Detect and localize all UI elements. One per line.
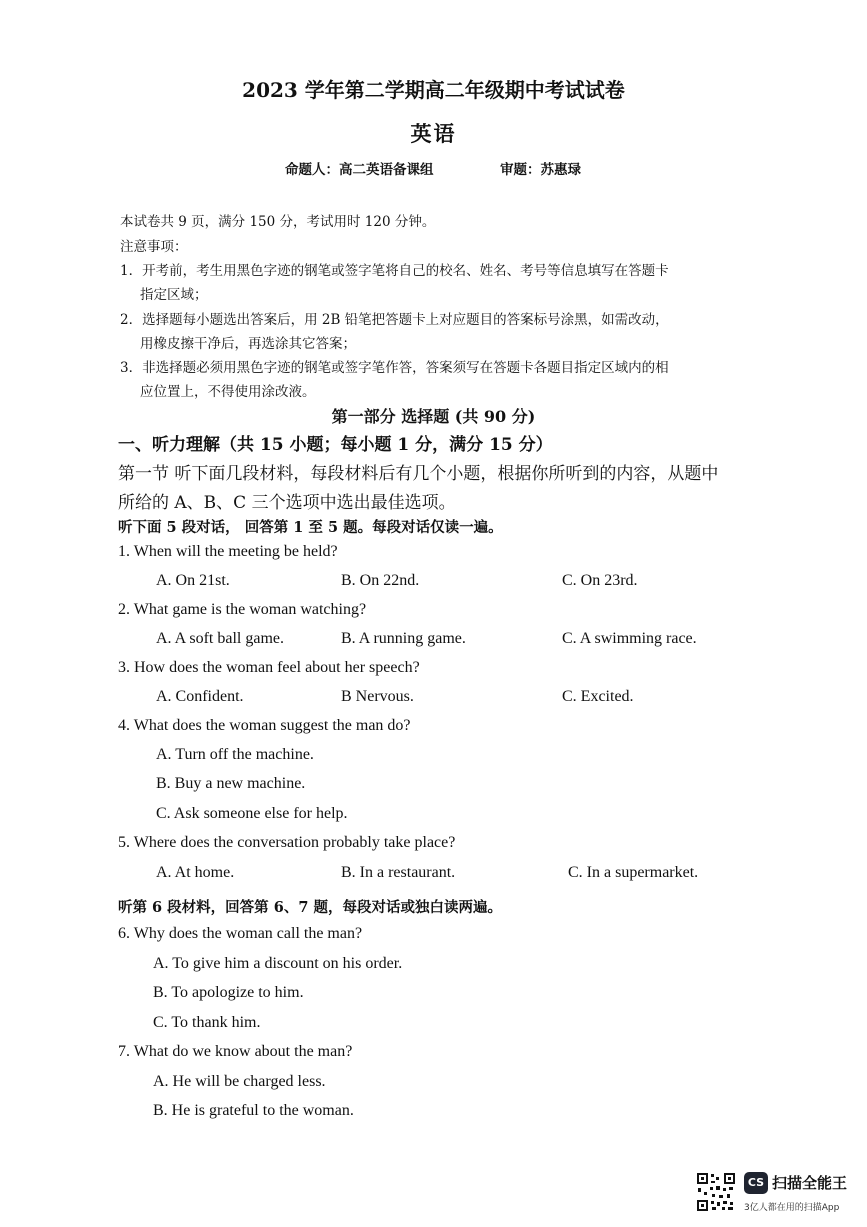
reviewer-label: 审题：苏惠琭: [500, 162, 581, 178]
q4-option-a: A. Turn off the machine.: [156, 746, 314, 763]
question-4: 4. What does the woman suggest the man do?: [118, 717, 411, 734]
listening-section-heading: 一、听力理解（共 15 小题；每小题 1 分，满分 15 分）: [118, 435, 553, 455]
notes-item-2-cont: 用橡皮擦干净后，再选涂其它答案；: [140, 336, 356, 352]
question-3: 3. How does the woman feel about her speech?: [118, 659, 420, 676]
q1-option-c: C. On 23rd.: [562, 572, 638, 589]
exam-title: 2023 学年第二学期高二年级期中考试试卷: [242, 78, 625, 102]
scanner-brand-name: 扫描全能王: [772, 1174, 848, 1192]
notes-item-3: 3．非选择题必须用黑色字迹的钢笔或签字笔作答，答案须写在答题卡各题目指定区域内的相: [120, 360, 669, 376]
q3-option-c: C. Excited.: [562, 688, 634, 705]
q1-option-a: A. On 21st.: [156, 572, 230, 589]
q6-option-a: A. To give him a discount on his order.: [153, 955, 403, 972]
q7-option-b: B. He is grateful to the woman.: [153, 1102, 354, 1119]
qr-code-icon: [696, 1172, 736, 1212]
section-one-text-cont: 所给的 A、B、C 三个选项中选出最佳选项。: [118, 493, 456, 513]
notes-item-1-cont: 指定区域；: [140, 287, 208, 303]
q2-option-b: B. A running game.: [341, 630, 466, 647]
q6-option-b: B. To apologize to him.: [153, 984, 304, 1001]
question-7: 7. What do we know about the man?: [118, 1043, 353, 1060]
section-one-text: 第一节 听下面几段材料，每段材料后有几个小题，根据你所听到的内容，从题中: [118, 464, 719, 484]
instruction-q1-5: 听下面 5 段对话， 回答第 1 至 5 题。每段对话仅读一遍。: [118, 519, 503, 536]
subject-title: 英语: [410, 121, 457, 146]
instruction-q6-7: 听第 6 段材料，回答第 6、7 题，每段对话或独白读两遍。: [118, 899, 502, 916]
notes-intro: 本试卷共 9 页，满分 150 分，考试用时 120 分钟。: [120, 214, 436, 230]
q6-option-c: C. To thank him.: [153, 1014, 261, 1031]
part-one-title: 第一部分 选择题 (共 90 分): [331, 407, 536, 426]
q1-option-b: B. On 22nd.: [341, 572, 420, 589]
question-2: 2. What game is the woman watching?: [118, 601, 367, 618]
scanner-brand-tagline: 3亿人都在用的扫描App: [744, 1203, 840, 1213]
q5-option-c: C. In a supermarket.: [568, 864, 699, 881]
question-5: 5. Where does the conversation probably take place?: [118, 834, 456, 851]
notes-item-1: 1．开考前，考生用黑色字迹的钢笔或签字笔将自己的校名、姓名、考号等信息填写在答题卡: [120, 263, 669, 279]
q3-option-b: B Nervous.: [341, 688, 414, 705]
notes-heading: 注意事项：: [120, 239, 188, 255]
q4-option-c: C. Ask someone else for help.: [156, 805, 348, 822]
q7-option-a: A. He will be charged less.: [153, 1073, 326, 1090]
notes-item-2: 2．选择题每小题选出答案后，用 2B 铅笔把答题卡上对应题目的答案标号涂黑，如需改动，: [120, 312, 669, 328]
camscanner-logo-icon: CS: [744, 1172, 768, 1194]
q3-option-a: A. Confident.: [156, 688, 244, 705]
q2-option-a: A. A soft ball game.: [156, 630, 284, 647]
q5-option-b: B. In a restaurant.: [341, 864, 456, 881]
notes-item-3-cont: 应位置上，不得使用涂改液。: [140, 384, 316, 400]
q4-option-b: B. Buy a new machine.: [156, 775, 306, 792]
q5-option-a: A. At home.: [156, 864, 235, 881]
question-1: 1. When will the meeting be held?: [118, 543, 338, 560]
author-label: 命题人：高二英语备课组: [285, 162, 434, 178]
q2-option-c: C. A swimming race.: [562, 630, 697, 647]
question-6: 6. Why does the woman call the man?: [118, 925, 363, 942]
